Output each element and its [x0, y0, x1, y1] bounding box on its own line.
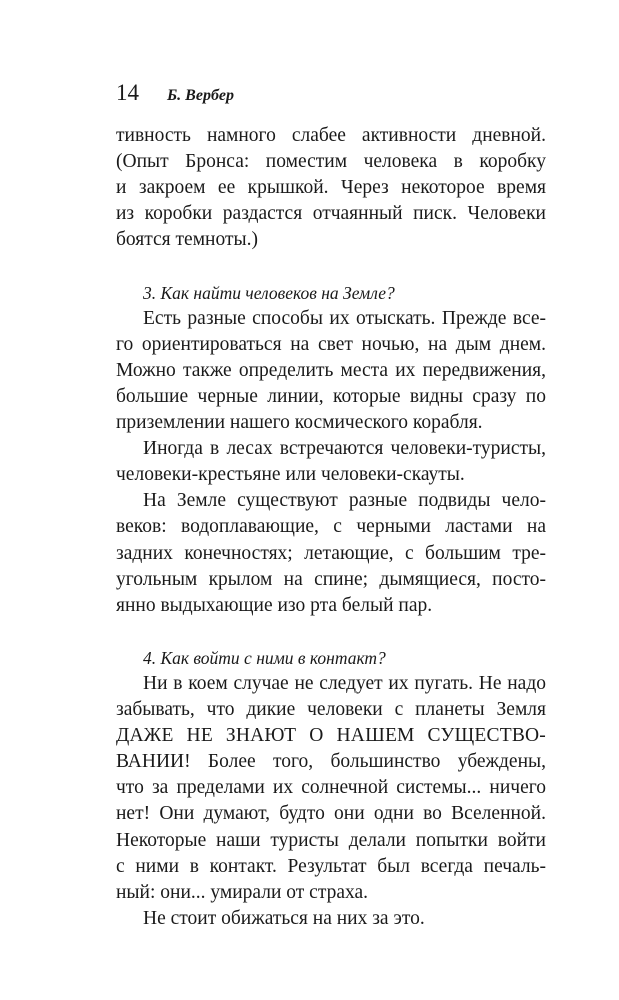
text-line: боятся темноты.) [116, 229, 258, 251]
section-heading: 4. Как войти с ними в контакт? [143, 647, 386, 668]
text-line: веков: водоплавающие, с черными ластами на [116, 516, 546, 538]
paragraph-gap [116, 619, 546, 645]
text-line: ДАЖЕ НЕ ЗНАЮТ О НАШЕМ СУЩЕСТВО- [116, 725, 546, 747]
text-line: что за пределами их солнечной системы... ничего [116, 777, 546, 799]
text-line: На Земле существуют разные подвиды чело- [143, 490, 546, 512]
running-head [116, 80, 234, 106]
text-line: Есть разные способы их отыскать. Прежде все- [143, 307, 546, 329]
text-line: Не стоит обижаться на них за это. [143, 907, 425, 929]
text-line: из коробки раздастся отчаянный писк. Человеки [116, 203, 546, 225]
section-heading: 3. Как найти человеков на Земле? [143, 282, 395, 303]
text-line: с ними в контакт. Результат был всегда печаль- [116, 855, 546, 877]
text-line: го ориентироваться на свет ночью, на дым днем. [116, 333, 546, 355]
text-line: (Опыт Бронса: поместим человека в коробку [116, 151, 546, 173]
text-line: угольным крылом на спине; дымящиеся, посто- [116, 568, 546, 590]
paragraph-gap [116, 253, 546, 279]
text-line: янно выдыхающие изо рта белый пар. [116, 594, 433, 616]
text-line: Иногда в лесах встречаются человеки-туристы, [143, 438, 546, 460]
text-line: Можно также определить места их передвижения, [116, 359, 546, 381]
text-line: и закроем ее крышкой. Через некоторое время [116, 177, 546, 199]
text-line: Некоторые наши туристы делали попытки войти [116, 829, 546, 851]
running-title: Б. Вербер [167, 87, 235, 104]
text-line: тивность намного слабее активности дневной. [116, 125, 546, 146]
text-line: человеки-крестьяне или человеки-скауты. [116, 464, 465, 486]
page-number: 14 [116, 80, 139, 105]
body-text [116, 123, 546, 932]
text-line: задних конечностях; летающие, с большим тре- [116, 542, 546, 564]
text-line: нет! Они думают, будто они одни во Вселенной. [116, 803, 546, 825]
text-line: ный: они... умирали от страха. [116, 881, 369, 903]
text-line: забывать, что дикие человеки с планеты Земля [116, 699, 546, 721]
text-line: приземлении нашего космического корабля. [116, 412, 483, 434]
text-line: ВАНИИ! Более того, большинство убеждены, [116, 751, 546, 773]
text-line: Ни в коем случае не следует их пугать. Не надо [143, 672, 546, 694]
text-line: большие черные линии, которые видны сразу по [116, 385, 546, 407]
